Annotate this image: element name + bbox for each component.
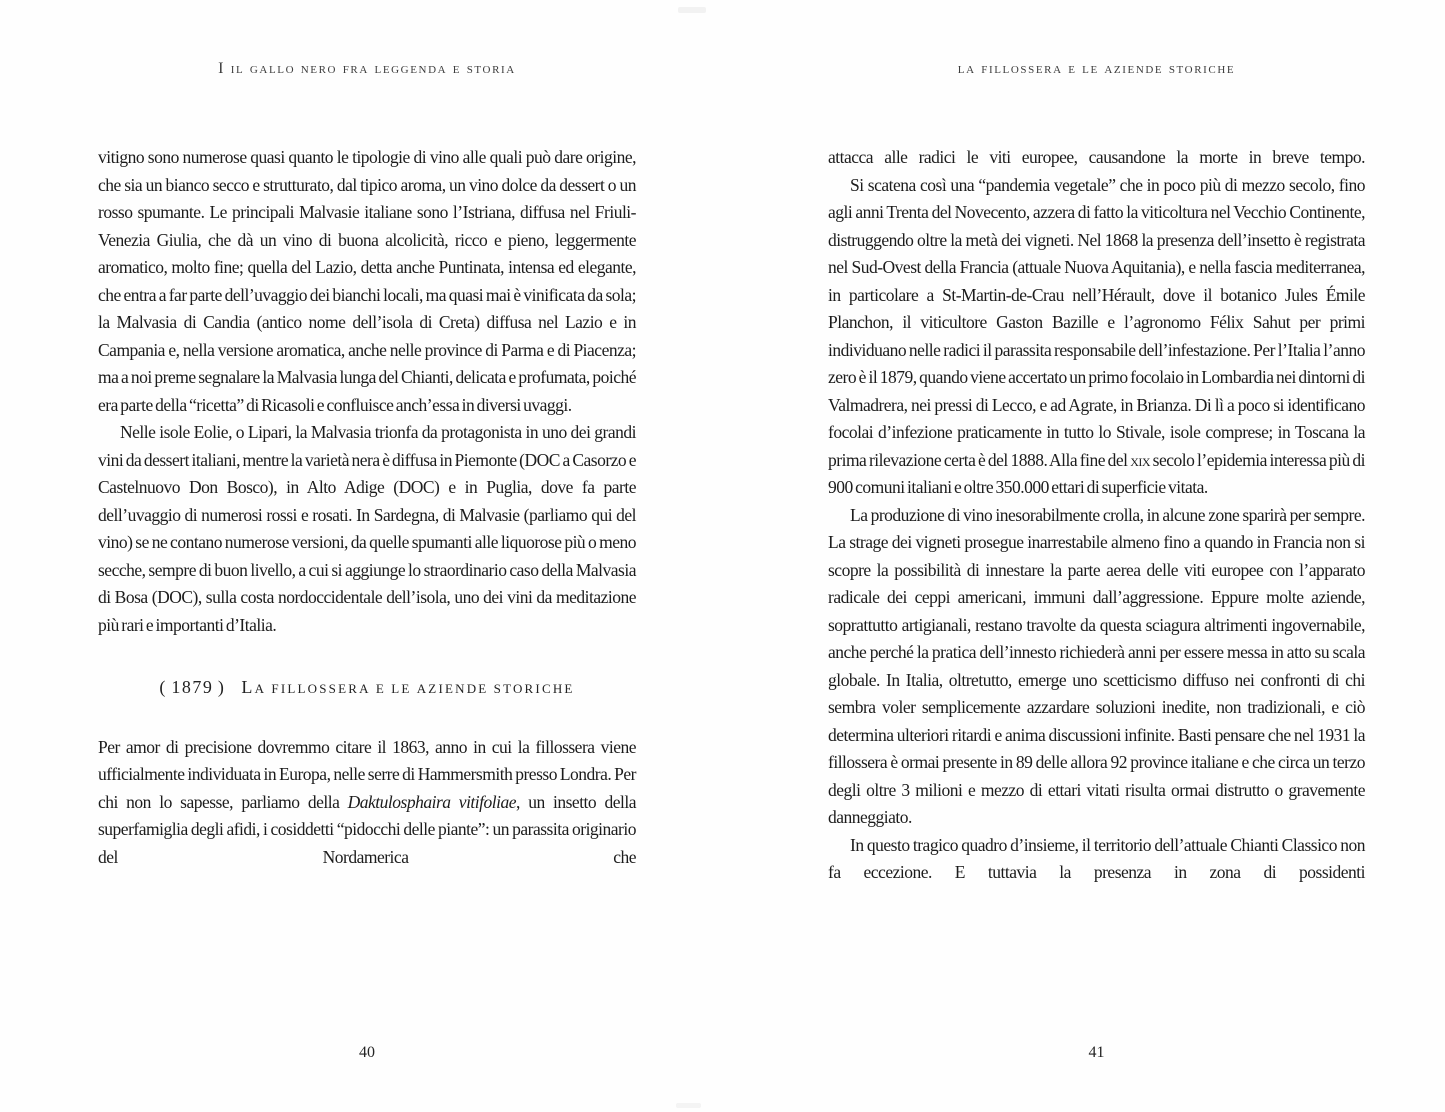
text-run: Nelle isole Eolie, o Lipari, la Malvasia trionfa da protagonista in uno dei grandi vini da dessert italiani, mentre la varietà nera è diffusa in Piemonte (DOC a Casorzo e Castelnuovo Don Bosco), in Alto Adige (DOC) e in Puglia, dove fa parte dell’uvaggio di numerosi rossi e rosati. In Sardegna, di Malvasie (parliamo qui del vino) se ne contano numerose versioni, da quelle spumanti alle liquorose più o meno secche, sempre di buon livello, a cui si aggiunge lo straordinario caso della Malvasia di Bosa (DOC), sulla costa nordoccidentale dell’isola, uno dei vini da meditazione più rari e importanti d’Italia. [98, 422, 636, 635]
right-page-body [828, 144, 1365, 887]
paragraph [98, 734, 636, 872]
running-head-right: la fillossera e le aziende storiche [957, 60, 1236, 77]
section-heading-title: La fillossera e le aziende storiche [241, 677, 575, 697]
text-run-italic: Daktulosphaira vitifoliae [347, 791, 517, 812]
text-run: , un insetto della superfamiglia degli afidi, i cosiddetti “pidocchi delle piante”: un parassita originario del Nordamerica che [98, 791, 636, 867]
page-number-right: 41 [1088, 1044, 1105, 1061]
page-number-left: 40 [359, 1044, 375, 1061]
text-run: Per amor di precisione dovremmo citare il 1863, anno in cui la fillossera viene ufficialmente individuata in Europa, nelle serre di Hammersmith presso Londra. Per chi non lo sapesse, parliamo della [98, 736, 636, 812]
text-run: Si scatena così una “pandemia vegetale” che in poco più di mezzo secolo, fino agli anni Trenta del Novecento, azzera di fatto la viticoltura nel Vecchio Continente, distruggendo oltre la metà dei vigneti. Nel 1868 la presenza dell’insetto è registrata nel Sud-Ovest della Francia (attuale Nuova Aquitania), e nella fascia mediterranea, in particolare a St-Martin-de-Crau nell’Hérault, dove il botanico Jules Émile Planchon, il viticultore Gaston Bazille e l’agronomo Félix Sahut per primi individuano nelle radici il parassita responsabile dell’infestazione. Per l’Italia l’anno zero è il 1879, quando viene accertato un primo focolaio in Lombardia nei dintorni di Valmadrera, nei pressi di Lecco, e ad Agrate, in Brianza. Di lì a poco si identificano focolai d’infezione praticamente in tutto lo Stivale, isole comprese; in Toscana la prima rilevazione certa è del 1888. Alla fine del [828, 174, 1365, 470]
paragraph [828, 502, 1365, 832]
section-heading-year: ( 1879 ) [159, 677, 226, 697]
paragraph [98, 144, 636, 419]
gutter-mark-bottom [676, 1103, 701, 1108]
left-page-body [98, 144, 636, 871]
paragraph [98, 419, 636, 639]
text-run: secolo l’epidemia interessa più di 900 comuni italiani e oltre 350.000 ettari di superficie vitata. [828, 449, 1366, 497]
section-heading [98, 674, 636, 702]
text-run: attacca alle radici le viti europee, causandone la morte in breve tempo. [828, 147, 1365, 167]
text-run-smallcaps: xix [1130, 449, 1151, 470]
text-run: vitigno sono numerose quasi quanto le tipologie di vino alle quali può dare origine, che sia un bianco secco e strutturato, dal tipico aroma, un vino dolce da dessert o un rosso spumante. Le principali Malvasie italiane sono l’Istriana, diffusa nel Friuli-Venezia Giulia, che dà un vino di buona alcolicità, ricco e pieno, leggermente aromatico, molto fine; quella del Lazio, detta anche Puntinata, intensa ed elegante, che entra a far parte dell’uvaggio dei bianchi locali, ma quasi mai è vinificata da sola; la Malvasia di Candia (antico nome dell’isola di Creta) diffusa nel Lazio e in Campania e, nella versione aromatica, anche nelle province di Parma e di Piacenza; ma a noi preme segnalare la Malvasia lunga del Chianti, delicata e profumata, poiché era parte della “ricetta” di Ricasoli e confluisce anch’essa in diversi uvaggi. [98, 147, 636, 415]
running-head-left: I il gallo nero fra leggenda e storia [218, 60, 516, 77]
paragraph [828, 144, 1365, 172]
text-run: In questo tragico quadro d’insieme, il territorio dell’attuale Chianti Classico non fa eccezione. E tuttavia la presenza in zona di possidenti [828, 834, 1365, 882]
paragraph [828, 172, 1365, 502]
paragraph [828, 832, 1365, 887]
text-run: La produzione di vino inesorabilmente crolla, in alcune zone sparirà per sempre. La strage dei vigneti prosegue inarrestabile almeno fino a quando in Francia non si scopre la possibilità di innestare la parte aerea delle viti europee con l’apparato radicale dei ceppi americani, immuni dall’aggressione. Eppure molte aziende, soprattutto artigianali, restano travolte da questa sciagura altrimenti ingovernabile, anche perché la pratica dell’innesto richiederà anni per essere messa in atto su scala globale. In Italia, oltretutto, emerge uno scetticismo diffuso nei confronti di chi sembra voler semplicemente azzardare soluzioni inedite, non tradizionali, e ciò determina ulteriori ritardi e anima discussioni infinite. Basti pensare che nel 1931 la fillossera è ormai presente in 89 delle allora 92 province italiane e che circa un terzo degli oltre 3 milioni e mezzo di ettari vitati risulta ormai distrutto o gravemente danneggiato. [828, 504, 1365, 827]
gutter-mark-top [678, 7, 706, 13]
